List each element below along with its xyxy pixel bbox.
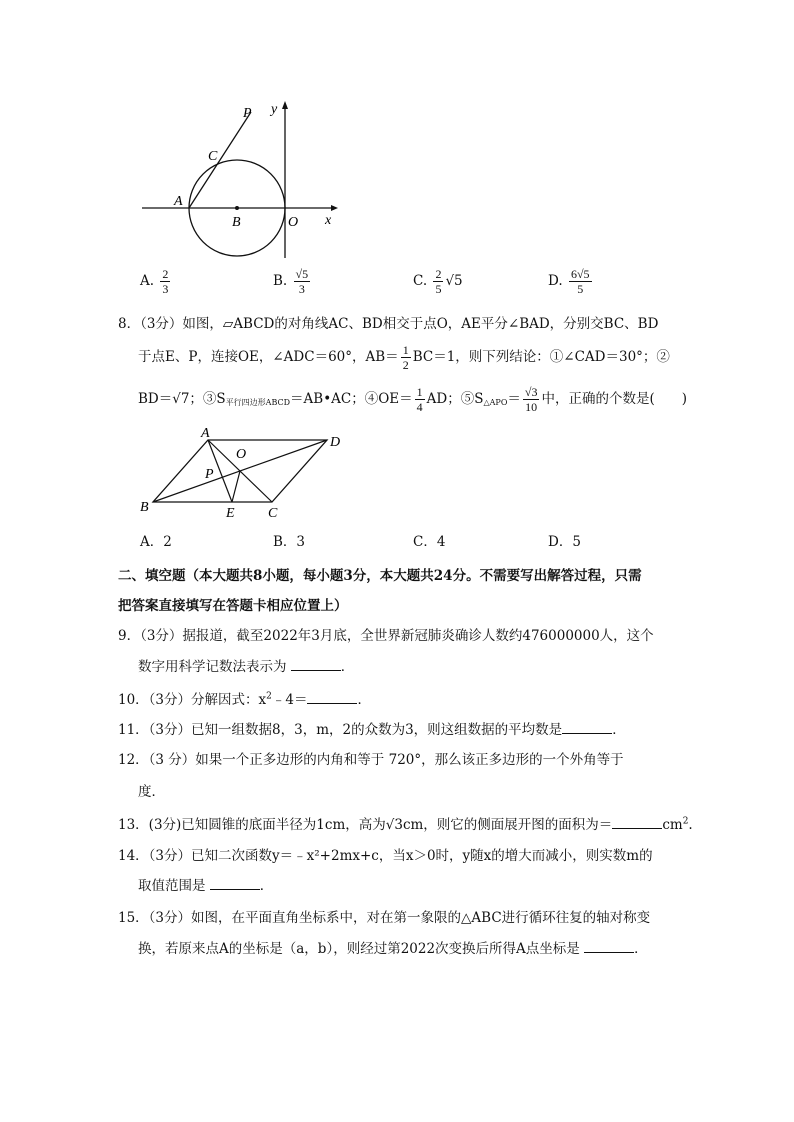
q12-line-1: 12．（3 分）如果一个正多边形的内角和等于 720°，那么该正多边形的一个外角等于 — [118, 752, 624, 768]
q8-option-c: C．4 — [413, 534, 446, 550]
label-b: B — [140, 500, 149, 515]
q7-option-c: C. $\frac{2}{5}$ √5 — [413, 267, 463, 296]
q7-figure — [135, 95, 345, 265]
q13: 13．(3分)已知圆锥的底面半径为1cm，高为√3cm，则它的侧面展开图的面积为＝ $cm^2$. — [118, 816, 693, 833]
label-p: P — [205, 467, 214, 482]
q7-option-d: D. $\frac{6√5}{5}$ — [548, 267, 590, 296]
label-p: P — [243, 106, 252, 121]
label-d: D — [330, 435, 341, 450]
label-a: A — [174, 194, 183, 209]
q8-option-a: A．2 — [140, 534, 172, 550]
answer-blank[interactable] — [562, 721, 612, 734]
q8-line-1: 8．（3分）如图，▱ABCD的对角线AC、BD相交于点O，AE平分∠BAD，分别交BC、BD — [118, 316, 659, 332]
label-e: E — [226, 506, 235, 520]
q12-line-2: 度． — [138, 784, 165, 800]
label-b: B — [232, 215, 241, 230]
q14-line-2: 取值范围是 ． — [138, 878, 274, 894]
label-y: y — [271, 102, 278, 117]
section-2-header-line-2: 把答案直接填写在答题卡相应位置上） — [118, 598, 348, 614]
q9-line-1: 9．（3分）据报道，截至2022年3月底，全世界新冠肺炎确诊人数约476000000人，这个 — [118, 628, 654, 644]
section-2-header-line-1: 二、填空题（本大题共8小题，每小题3分，本大题共24分。不需要写出解答过程，只需 — [118, 568, 642, 584]
q8-option-d: D．5 — [548, 534, 581, 550]
answer-blank[interactable] — [291, 658, 341, 671]
fraction: $\frac{1}{2}$ — [402, 343, 409, 372]
q8-figure — [135, 425, 355, 520]
label-a: A — [201, 426, 210, 441]
label-o: O — [236, 447, 247, 462]
fraction: $\frac{2}{5}$ — [435, 267, 442, 296]
q8-option-b: B．3 — [273, 534, 306, 550]
answer-blank[interactable] — [307, 691, 357, 704]
point-b — [235, 206, 239, 210]
q15-line-1: 15．（3分）如图，在平面直角坐标系中，对在第一象限的△ABC进行循环往复的轴对称变 — [118, 910, 651, 926]
q7-option-a: A. $\frac{2}{3}$ — [140, 267, 169, 296]
q8-line-2: 于点E、P，连接OE，∠ADC＝60°，AB＝ $\frac{1}{2}$ BC＝1，则下列结论：①∠CAD＝30°；② — [138, 343, 670, 372]
q14-line-1: 14．（3分）已知二次函数y＝﹣x²+2mx+c，当x＞0时，y随x的增大而减小，则实数m的 — [118, 848, 653, 864]
x-axis-arrow — [331, 205, 338, 211]
fraction: $\frac{6√5}{5}$ — [570, 267, 590, 296]
q15-line-2: 换，若原来点A的坐标是（a，b），则经过第2022次变换后所得A点坐标是 ． — [138, 941, 648, 957]
fraction: $\frac{2}{3}$ — [162, 267, 169, 296]
segment-oe — [232, 471, 240, 502]
q7-option-b: B. $\frac{√5}{3}$ — [273, 267, 309, 296]
label-x: x — [325, 213, 332, 228]
answer-blank[interactable] — [210, 877, 260, 890]
fraction: $\frac{√5}{3}$ — [295, 267, 309, 296]
label-c: C — [208, 149, 218, 164]
answer-blank[interactable] — [584, 940, 634, 953]
label-c: C — [268, 506, 278, 520]
label-o: O — [288, 215, 299, 230]
fraction: $\frac{1}{4}$ — [416, 385, 423, 414]
q10: 10．（3分）分解因式：$x^2﹣4=$ ． — [118, 691, 371, 708]
fraction: $\frac{√3}{10}$ — [524, 385, 538, 414]
answer-blank[interactable] — [612, 816, 662, 829]
q8-line-3: BD＝√7；$③S_{平行四边形ABCD}=AB•AC$；④OE＝ $\frac{1}{4}$ AD；$⑤S_{\triangle APO}=$ $\frac{√3}{10}$ 中，正确的个数是( ) — [138, 385, 688, 414]
y-axis-arrow — [282, 101, 288, 109]
q11: 11．（3分）已知一组数据8，3，m，2的众数为3，则这组数据的平均数是 ． — [118, 722, 626, 738]
q9-line-2: 数字用科学记数法表示为 ． — [138, 659, 355, 675]
